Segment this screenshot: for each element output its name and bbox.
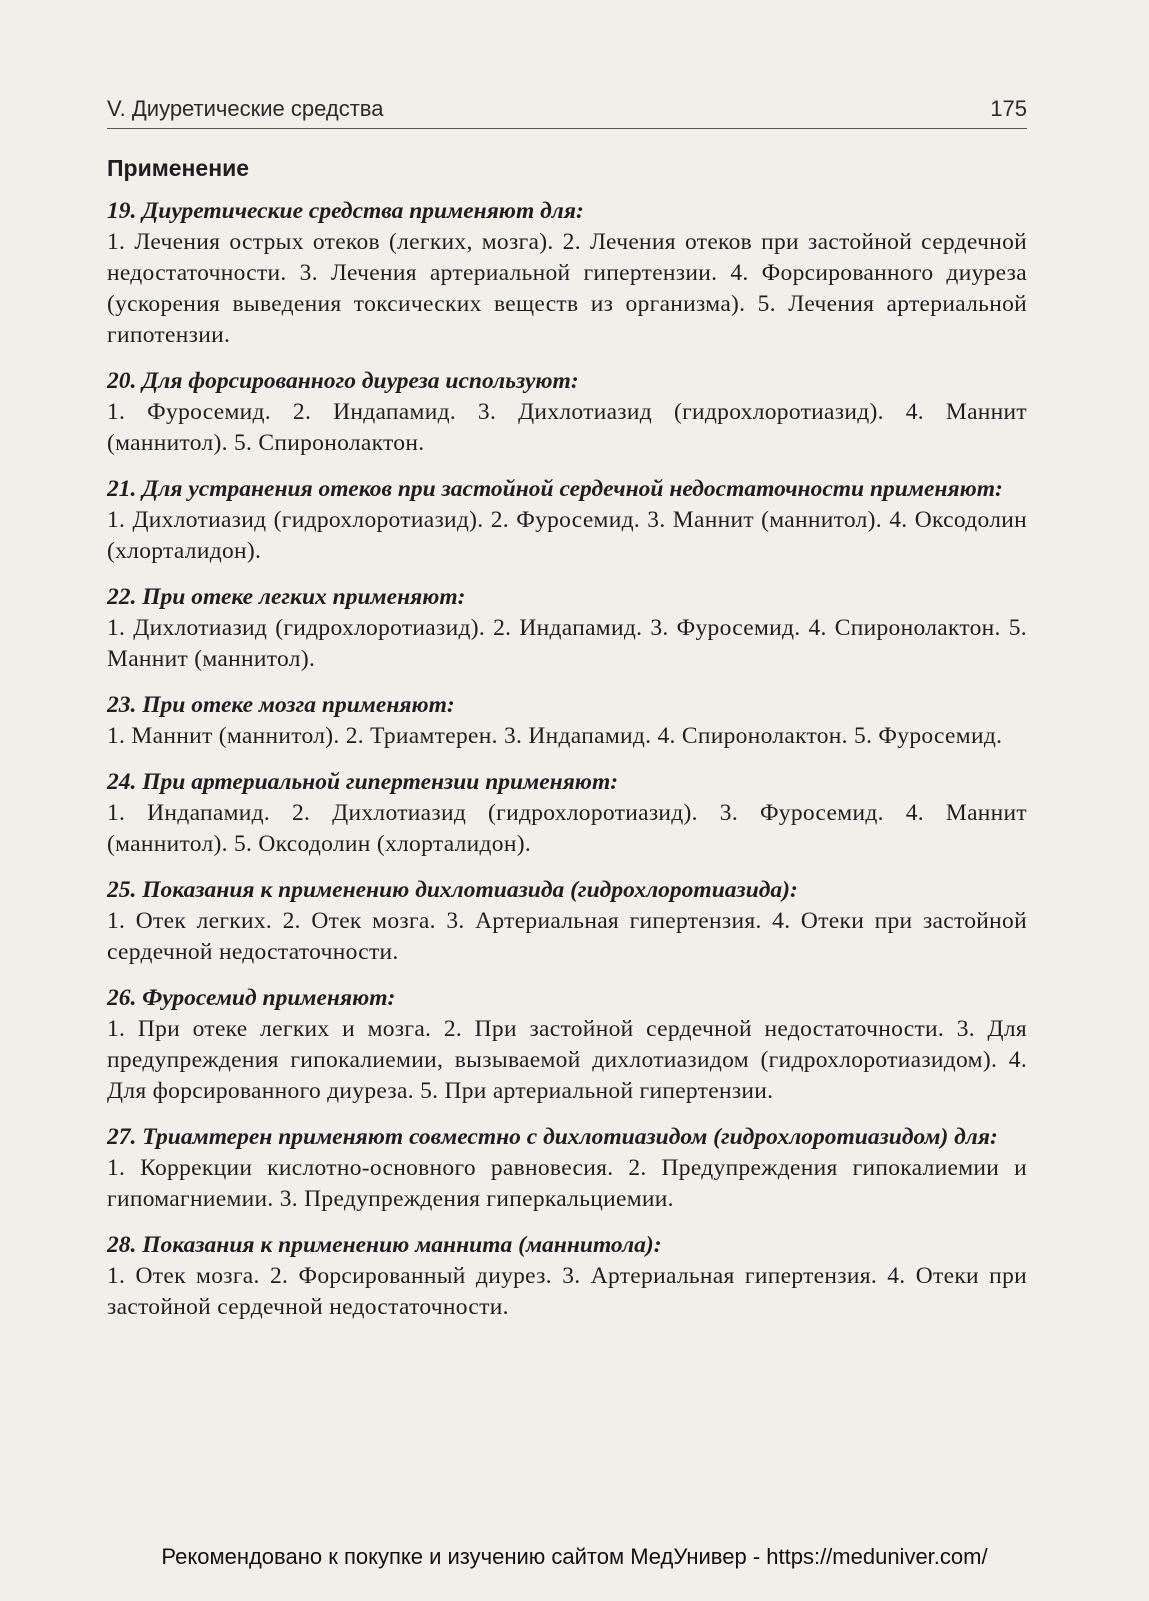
question-title: 20. Для форсированного диуреза используют: [107,368,579,394]
question-26 [107,983,1027,1107]
question-answers: 1. Коррекции кислотно-основного равновесия. 2. Предупреждения гипокалиемии и гипомагниемии. 3. Предупреждения гиперкальциемии. [107,1155,1027,1212]
chapter-title: V. Диуретические средства [107,96,384,121]
page-number: 175 [990,96,1027,121]
question-24 [107,767,1027,860]
question-title: 26. Фуросемид применяют: [107,985,396,1011]
question-answers: 1. Отек мозга. 2. Форсированный диурез. 3. Артериальная гипертензия. 4. Отеки при застойной сердечной недостаточности. [107,1263,1027,1320]
book-page [107,96,1027,1338]
footer-watermark: Рекомендовано к покупке и изучению сайтом МедУнивер - https://meduniver.com/ [161,1544,988,1569]
question-answers: 1. Отек легких. 2. Отек мозга. 3. Артериальная гипертензия. 4. Отеки при застойной сердечной недостаточности. [107,908,1027,965]
running-head [107,96,1027,129]
question-28 [107,1230,1027,1323]
section-title: Применение [107,155,250,181]
question-21 [107,474,1027,567]
question-27 [107,1122,1027,1215]
question-answers: 1. Дихлотиазид (гидрохлоротиазид). 2. Индапамид. 3. Фуросемид. 4. Спиронолактон. 5. Маннит (маннитол). [107,615,1027,672]
question-title: 21. Для устранения отеков при застойной сердечной недостаточности применяют: [107,476,1003,502]
question-answers: 1. Маннит (маннитол). 2. Триамтерен. 3. Индапамид. 4. Спиронолактон. 5. Фуросемид. [107,723,1003,749]
question-20 [107,366,1027,459]
question-answers: 1. Фуросемид. 2. Индапамид. 3. Дихлотиазид (гидрохлоротиазид). 4. Маннит (маннитол). 5. Спиронолактон. [107,399,1027,456]
question-25 [107,875,1027,968]
question-answers: 1. Индапамид. 2. Дихлотиазид (гидрохлоротиазид). 3. Фуросемид. 4. Маннит (маннитол). 5. Оксодолин (хлорталидон). [107,800,1027,857]
question-22 [107,582,1027,675]
question-title: 23. При отеке мозга применяют: [107,692,455,718]
question-answers: 1. При отеке легких и мозга. 2. При застойной сердечной недостаточности. 3. Для предупреждения гипокалиемии, вызываемой дихлотиазидом (гидрохлоротиазидом). 4. Для форсированного диуреза. 5. При артериальной гипертензии. [107,1016,1027,1104]
question-title: 27. Триамтерен применяют совместно с дихлотиазидом (гидрохлоротиазидом) для: [107,1124,998,1150]
question-answers: 1. Лечения острых отеков (легких, мозга). 2. Лечения отеков при застойной сердечной недостаточности. 3. Лечения артериальной гипертензии. 4. Форсированного диуреза (ускорения выведения токсических веществ из организма). 5. Лечения артериальной гипотензии. [107,229,1027,348]
question-title: 25. Показания к применению дихлотиазида (гидрохлоротиазида): [107,877,798,903]
question-23 [107,690,1027,752]
question-title: 22. При отеке легких применяют: [107,584,466,610]
question-title: 28. Показания к применению маннита (маннитола): [107,1232,662,1258]
question-19 [107,196,1027,351]
question-title: 24. При артериальной гипертензии применяют: [107,769,619,795]
question-title: 19. Диуретические средства применяют для: [107,198,584,224]
question-answers: 1. Дихлотиазид (гидрохлоротиазид). 2. Фуросемид. 3. Маннит (маннитол). 4. Оксодолин (хлорталидон). [107,507,1027,564]
